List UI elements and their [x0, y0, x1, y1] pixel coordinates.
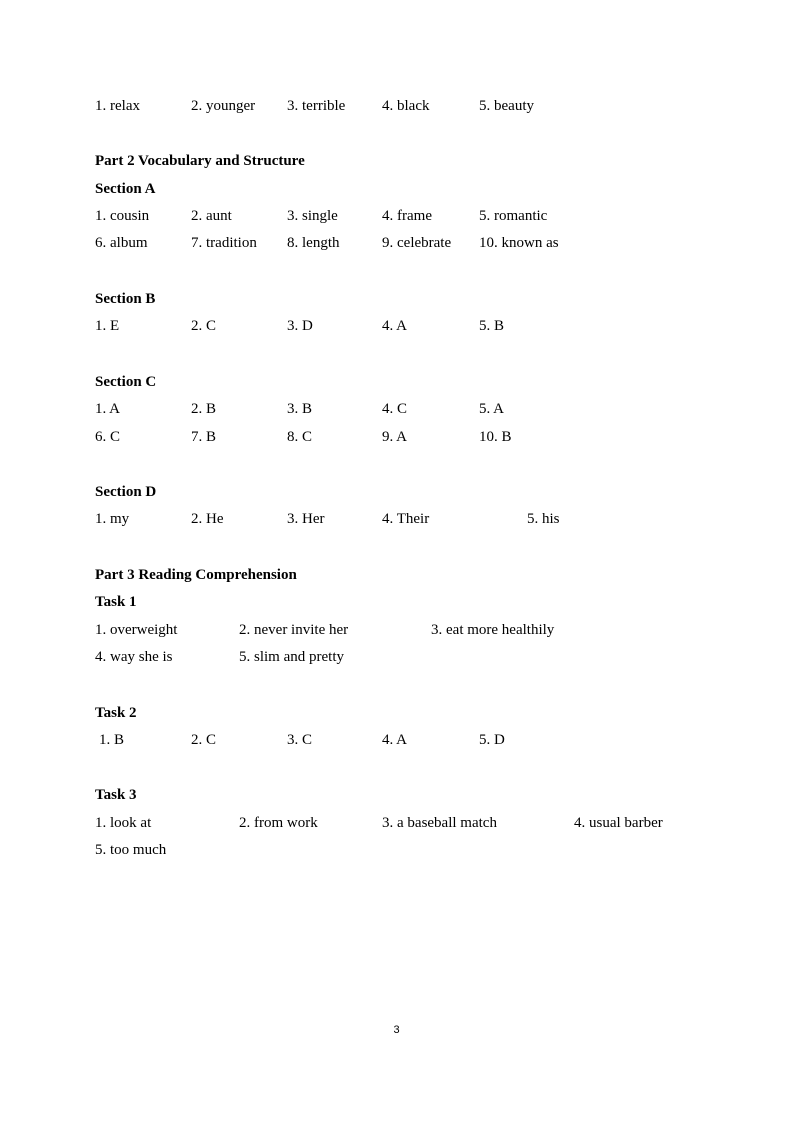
answer-item: 4. Their [382, 511, 430, 527]
answer-item: 2. aunt [191, 208, 232, 224]
answer-item: 5. beauty [479, 98, 534, 114]
section-c-heading: Section C [95, 374, 157, 390]
section-c-row-2 [0, 427, 793, 447]
section-d-row-1 [0, 509, 793, 529]
answer-item: 4. way she is [95, 649, 173, 665]
answer-item: 7. B [191, 429, 217, 445]
answer-item: 10. B [479, 429, 512, 445]
answer-item: 9. A [382, 429, 408, 445]
task-1-row-2 [0, 647, 793, 667]
section-a-row-1 [0, 206, 793, 226]
section-b-heading: Section B [95, 291, 156, 307]
answer-item: 5. D [479, 732, 505, 748]
section-c-row-1 [0, 399, 793, 419]
answer-item: 2. C [191, 318, 217, 334]
answer-item: 1. B [99, 732, 125, 748]
answer-item: 6. album [95, 235, 148, 251]
task-3-row-1 [0, 813, 793, 833]
answer-item: 7. tradition [191, 235, 257, 251]
answer-item: 4. usual barber [574, 815, 663, 831]
part1-answer-row [0, 96, 793, 116]
answer-item: 4. A [382, 318, 408, 334]
part2-heading: Part 2 Vocabulary and Structure [95, 153, 305, 169]
answer-item: 5. his [527, 511, 560, 527]
answer-item: 5. too much [95, 842, 167, 858]
section-a-heading: Section A [95, 181, 156, 197]
answer-item: 3. B [287, 401, 313, 417]
answer-item: 2. He [191, 511, 224, 527]
answer-item: 5. A [479, 401, 505, 417]
task-1-heading: Task 1 [95, 594, 137, 610]
answer-item: 5. slim and pretty [239, 649, 344, 665]
answer-item: 2. from work [239, 815, 318, 831]
answer-item: 3. single [287, 208, 338, 224]
answer-item: 1. look at [95, 815, 152, 831]
answer-item: 5. romantic [479, 208, 548, 224]
task-2-heading: Task 2 [95, 705, 137, 721]
section-b-row-1 [0, 316, 793, 336]
answer-item: 2. C [191, 732, 217, 748]
task-2-row-1 [0, 730, 793, 750]
answer-item: 1. cousin [95, 208, 150, 224]
answer-item: 2. never invite her [239, 622, 349, 638]
answer-item: 9. celebrate [382, 235, 452, 251]
answer-item: 2. B [191, 401, 217, 417]
answer-item: 3. Her [287, 511, 325, 527]
answer-item: 3. eat more healthily [431, 622, 555, 638]
part3-heading: Part 3 Reading Comprehension [95, 567, 297, 583]
answer-item: 5. B [479, 318, 505, 334]
answer-item: 1. overweight [95, 622, 178, 638]
answer-item: 3. a baseball match [382, 815, 497, 831]
answer-item: 4. A [382, 732, 408, 748]
answer-item: 6. C [95, 429, 121, 445]
answer-item: 1. my [95, 511, 130, 527]
answer-item: 3. terrible [287, 98, 346, 114]
answer-item: 4. frame [382, 208, 432, 224]
task-3-heading: Task 3 [95, 787, 137, 803]
answer-item: 8. C [287, 429, 313, 445]
section-d-heading: Section D [95, 484, 157, 500]
answer-item: 10. known as [479, 235, 559, 251]
task-3-row-2 [0, 840, 793, 860]
page-number: 3 [393, 1024, 400, 1036]
answer-item: 4. C [382, 401, 408, 417]
answer-item: 1. E [95, 318, 120, 334]
answer-item: 4. black [382, 98, 430, 114]
answer-item: 3. C [287, 732, 313, 748]
answer-item: 1. relax [95, 98, 140, 114]
task-1-row-1 [0, 620, 793, 640]
answer-item: 8. length [287, 235, 340, 251]
section-a-row-2 [0, 233, 793, 253]
answer-item: 3. D [287, 318, 313, 334]
answer-item: 1. A [95, 401, 121, 417]
answer-item: 2. younger [191, 98, 256, 114]
